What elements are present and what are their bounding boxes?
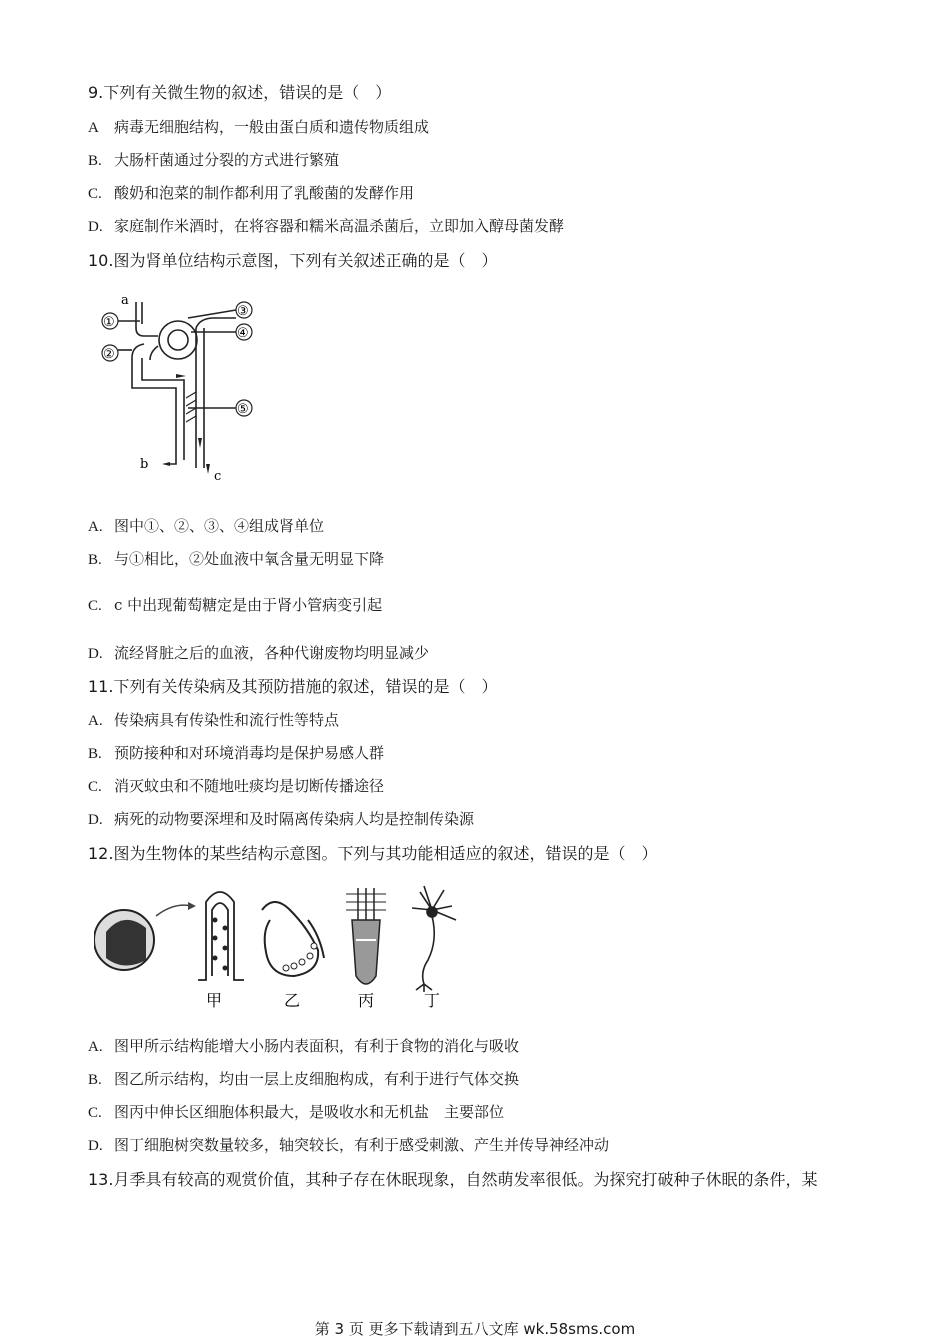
nephron-label-1: ① <box>103 315 115 330</box>
question-9-option-c: C. 酸奶和泡菜的制作都利用了乳酸菌的发酵作用 <box>88 184 415 202</box>
nephron-label-a: a <box>121 293 129 308</box>
root-tip-drawing <box>346 888 386 984</box>
nephron-label-3: ③ <box>237 304 249 319</box>
question-9-stem: 9.下列有关微生物的叙述，错误的是（ ） <box>88 83 392 102</box>
question-11-stem: 11.下列有关传染病及其预防措施的叙述，错误的是（ ） <box>88 677 498 696</box>
nephron-diagram <box>96 288 266 484</box>
nephron-label-2: ② <box>103 347 115 362</box>
question-9-option-d: D. 家庭制作米酒时，在将容器和糯米高温杀菌后，立即加入醇母菌发酵 <box>88 217 565 235</box>
question-9-option-a: A 病毒无细胞结构，一般由蛋白质和遗传物质组成 <box>88 118 430 136</box>
figure-label-yi: 乙 <box>284 991 301 1010</box>
question-13-stem: 13.月季具有较高的观赏价值，其种子存在休眠现象，自然萌发率很低。为探究打破种子休眠的条件，某 <box>88 1170 818 1189</box>
question-12-option-a: A. 图甲所示结构能增大小肠内表面积，有利于食物的消化与吸收 <box>88 1037 520 1055</box>
question-10-option-b: B. 与①相比，②处血液中氧含量无明显下降 <box>88 550 385 568</box>
nephron-label-4: ④ <box>237 326 249 341</box>
villus-drawing <box>198 892 244 980</box>
structures-diagram <box>94 880 464 1012</box>
page-footer: 第 3 页 更多下载请到五八文库 wk.58sms.com <box>314 1320 636 1338</box>
question-9-option-b: B. 大肠杆菌通过分裂的方式进行繁殖 <box>88 151 340 169</box>
question-11-option-c: C. 消灭蚊虫和不随地吐痰均是切断传播途径 <box>88 777 385 795</box>
intestine-section-drawing <box>94 902 196 970</box>
figure-label-jia: 甲 <box>206 991 223 1010</box>
question-12-option-d: D. 图丁细胞树突数量较多，轴突较长，有利于感受刺激、产生并传导神经冲动 <box>88 1136 610 1154</box>
question-12-option-c: C. 图丙中伸长区细胞体积最大，是吸收水和无机盐 主要部位 <box>88 1103 505 1121</box>
question-12-stem: 12.图为生物体的某些结构示意图。下列与其功能相适应的叙述，错误的是（ ） <box>88 844 658 863</box>
question-10-option-d: D. 流经肾脏之后的血液，各种代谢废物均明显减少 <box>88 644 430 662</box>
figure-label-bing: 丙 <box>358 991 375 1010</box>
question-10-option-c: C. c 中出现葡萄糖定是由于肾小管病变引起 <box>88 596 383 614</box>
nephron-label-c: c <box>214 469 222 484</box>
nephron-label-b: b <box>140 457 149 472</box>
nephron-label-5: ⑤ <box>237 402 249 417</box>
figure-label-ding: 丁 <box>424 991 441 1010</box>
question-12-option-b: B. 图乙所示结构，均由一层上皮细胞构成，有利于进行气体交换 <box>88 1070 520 1088</box>
neuron-drawing <box>412 886 456 992</box>
question-10-stem: 10.图为肾单位结构示意图，下列有关叙述正确的是（ ） <box>88 251 498 270</box>
question-11-option-d: D. 病死的动物要深埋和及时隔离传染病人均是控制传染源 <box>88 810 475 828</box>
question-11-option-b: B. 预防接种和对环境消毒均是保护易感人群 <box>88 744 385 762</box>
question-11-option-a: A. 传染病具有传染性和流行性等特点 <box>88 711 340 729</box>
question-10-option-a: A. 图中①、②、③、④组成肾单位 <box>88 517 325 535</box>
